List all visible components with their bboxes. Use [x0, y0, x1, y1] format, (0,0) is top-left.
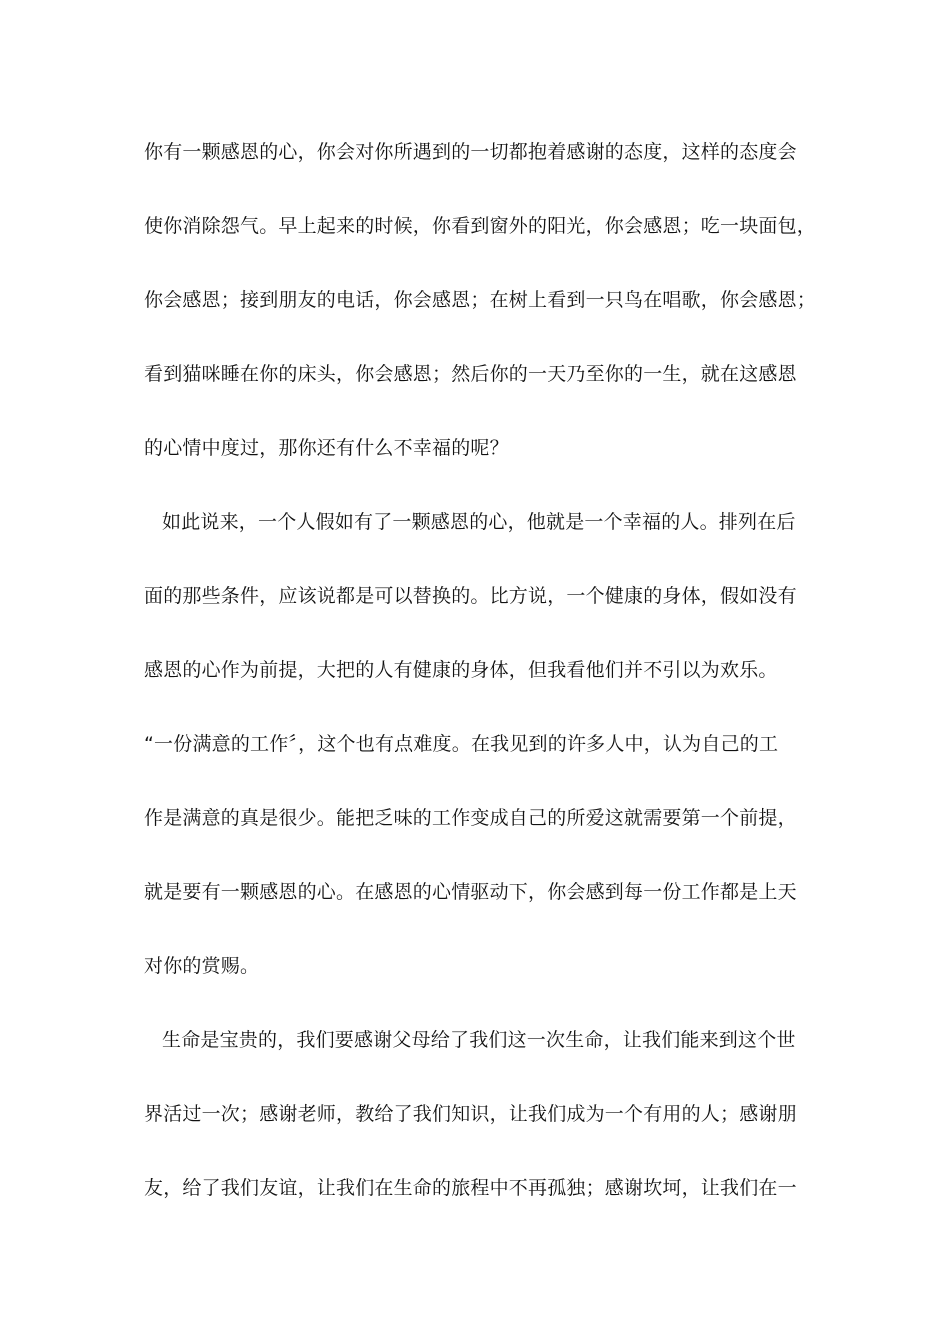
text-line: 你有一颗感恩的心，你会对你所遇到的一切都抱着感谢的态度，这样的态度会	[144, 141, 797, 163]
text-line: 感恩的心作为前提，大把的人有健康的身体，但我看他们并不引以为欢乐。	[144, 659, 778, 681]
text-line: 对你的赏赐。	[144, 955, 260, 977]
text-line: 的心情中度过，那你还有什么不幸福的呢？	[144, 437, 509, 459]
text-line: 界活过一次；感谢老师，教给了我们知识，让我们成为一个有用的人；感谢朋	[144, 1103, 797, 1125]
paragraph-start-line: 生命是宝贵的，我们要感谢父母给了我们这一次生命，让我们能来到这个世	[162, 1029, 796, 1051]
text-line: 看到猫咪睡在你的床头，你会感恩；然后你的一天乃至你的一生，就在这感恩	[144, 363, 797, 385]
text-line: 面的那些条件，应该说都是可以替换的。比方说，一个健康的身体，假如没有	[144, 585, 797, 607]
paragraph-start-line: 如此说来，一个人假如有了一颗感恩的心，他就是一个幸福的人。排列在后	[162, 511, 796, 533]
document-body	[144, 115, 816, 1225]
text-line: 作是满意的真是很少。能把乏味的工作变成自己的所爱这就需要第一个前提，	[144, 807, 797, 829]
text-line: 使你消除怨气。早上起来的时候，你看到窗外的阳光，你会感恩；吃一块面包，	[144, 215, 817, 237]
text-line: 友，给了我们友谊，让我们在生命的旅程中不再孤独；感谢坎坷，让我们在一	[144, 1177, 797, 1199]
text-line: 你会感恩；接到朋友的电话，你会感恩；在树上看到一只鸟在唱歌，你会感恩；	[144, 289, 817, 311]
paragraph-start-line: “一份满意的工作〞，这个也有点难度。在我见到的许多人中，认为自己的工	[144, 733, 779, 755]
text-line: 就是要有一颗感恩的心。在感恩的心情驱动下，你会感到每一份工作都是上天	[144, 881, 797, 903]
